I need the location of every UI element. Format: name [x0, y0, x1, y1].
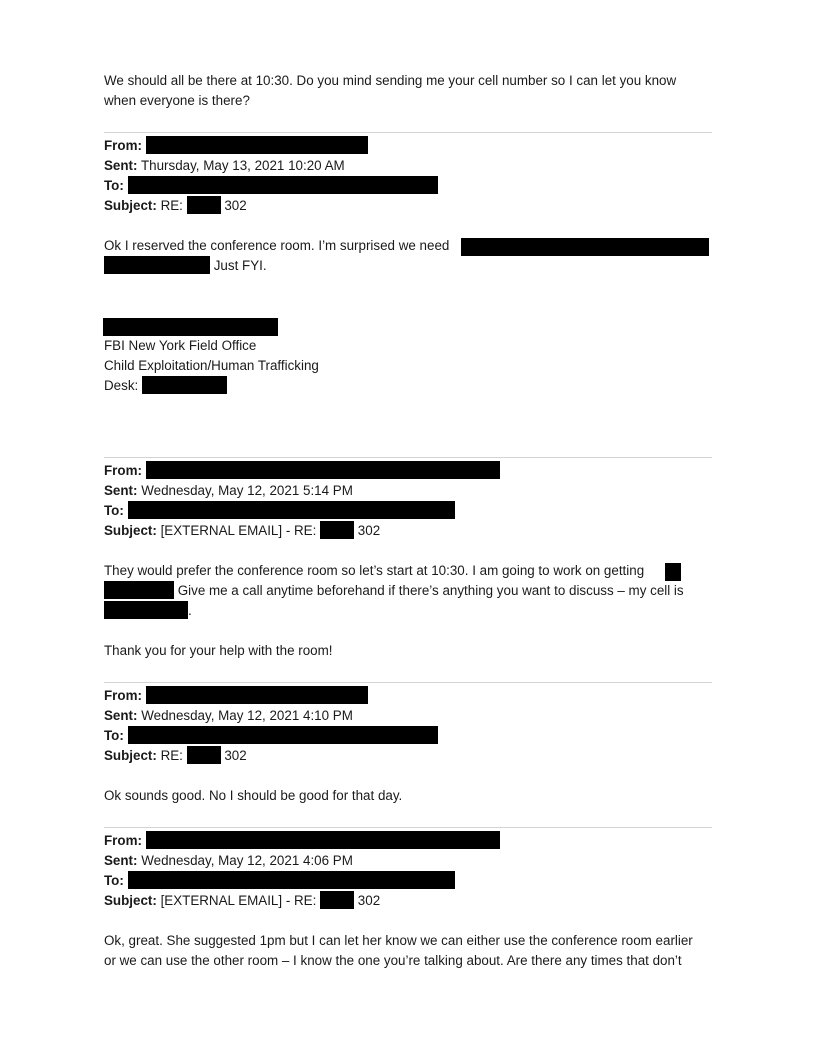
- header-divider: [104, 827, 712, 828]
- subject-prefix: RE:: [160, 198, 183, 213]
- from-row: [104, 686, 368, 706]
- sent-date: Wednesday, May 12, 2021 4:06 PM: [141, 853, 353, 868]
- redaction-block: [146, 686, 368, 704]
- to-row: [104, 871, 455, 891]
- subject-row: [104, 196, 247, 216]
- redaction-block: [146, 461, 500, 479]
- sent-label: Sent:: [104, 853, 138, 868]
- redaction-block: [142, 376, 227, 394]
- redaction-block: [665, 563, 681, 581]
- redaction-block: [128, 176, 438, 194]
- redaction-block: [104, 256, 210, 274]
- message-text: when everyone is there?: [104, 93, 250, 108]
- redaction-block: [104, 581, 174, 599]
- message-text: [104, 256, 267, 276]
- message-text: or we can use the other room – I know the one you’re talking about. Are there any times that don’t: [104, 953, 682, 968]
- redaction-block: [187, 196, 221, 214]
- signature-desk: [104, 376, 227, 396]
- header-divider: [104, 132, 712, 133]
- redaction-block: [320, 521, 354, 539]
- to-label: To:: [104, 873, 124, 888]
- subject-prefix: RE:: [160, 748, 183, 763]
- from-label: From:: [104, 688, 142, 703]
- sent-row: [104, 481, 353, 501]
- desk-label: Desk:: [104, 378, 139, 393]
- sent-row: [104, 156, 345, 176]
- subject-row: [104, 891, 380, 911]
- sent-label: Sent:: [104, 708, 138, 723]
- to-row: [104, 176, 438, 196]
- message-text: Thank you for your help with the room!: [104, 643, 333, 658]
- sent-date: Wednesday, May 12, 2021 4:10 PM: [141, 708, 353, 723]
- redaction-block: [187, 746, 221, 764]
- subject-suffix: 302: [224, 748, 247, 763]
- message-text-segment: Ok I reserved the conference room. I’m surprised we need: [104, 238, 450, 253]
- sent-row: [104, 851, 353, 871]
- from-row: [104, 136, 368, 156]
- message-text: [104, 581, 684, 601]
- sent-row: [104, 706, 353, 726]
- redaction-block: [320, 891, 354, 909]
- sent-date: Wednesday, May 12, 2021 5:14 PM: [141, 483, 353, 498]
- message-text: Ok sounds good. No I should be good for that day.: [104, 788, 403, 803]
- message-text-segment: They would prefer the conference room so let’s start at 10:30. I am going to work on getting: [104, 563, 645, 578]
- to-row: [104, 726, 438, 746]
- header-divider: [104, 457, 712, 458]
- signature-office: FBI New York Field Office: [104, 338, 257, 353]
- to-label: To:: [104, 728, 124, 743]
- message-text: We should all be there at 10:30. Do you mind sending me your cell number so I can let you know: [104, 73, 677, 88]
- to-label: To:: [104, 178, 124, 193]
- subject-suffix: 302: [224, 198, 247, 213]
- from-label: From:: [104, 463, 142, 478]
- subject-row: [104, 746, 247, 766]
- redaction-block: [104, 601, 188, 619]
- signature-name-redaction: [103, 318, 278, 336]
- subject-row: [104, 521, 380, 541]
- message-text: [104, 601, 192, 621]
- subject-label: Subject:: [104, 893, 157, 908]
- redaction-block: [128, 501, 455, 519]
- subject-label: Subject:: [104, 748, 157, 763]
- signature-unit: Child Exploitation/Human Trafficking: [104, 358, 319, 373]
- to-label: To:: [104, 503, 124, 518]
- to-row: [104, 501, 455, 521]
- redaction-block: [146, 831, 500, 849]
- from-label: From:: [104, 833, 142, 848]
- redaction-block: [128, 871, 455, 889]
- subject-suffix: 302: [357, 523, 381, 538]
- message-text: [104, 561, 644, 581]
- message-text: Ok, great. She suggested 1pm but I can let her know we can either use the conference room earlier: [104, 933, 693, 948]
- sent-label: Sent:: [104, 483, 138, 498]
- redaction-block: [146, 136, 368, 154]
- subject-prefix: [EXTERNAL EMAIL] - RE:: [160, 523, 317, 538]
- from-row: [104, 831, 500, 851]
- redaction-block: [128, 726, 438, 744]
- subject-label: Subject:: [104, 198, 157, 213]
- message-text-segment: Just FYI.: [213, 258, 267, 273]
- from-label: From:: [104, 138, 142, 153]
- redaction-block: [461, 238, 709, 256]
- sent-date: Thursday, May 13, 2021 10:20 AM: [140, 158, 345, 173]
- subject-label: Subject:: [104, 523, 157, 538]
- message-text-segment: Give me a call anytime beforehand if there’s anything you want to discuss – my cell is: [177, 583, 684, 598]
- message-text: [104, 236, 449, 256]
- subject-prefix: [EXTERNAL EMAIL] - RE:: [160, 893, 317, 908]
- message-text-segment: .: [188, 603, 192, 618]
- from-row: [104, 461, 500, 481]
- subject-suffix: 302: [357, 893, 381, 908]
- sent-label: Sent:: [104, 158, 138, 173]
- header-divider: [104, 682, 712, 683]
